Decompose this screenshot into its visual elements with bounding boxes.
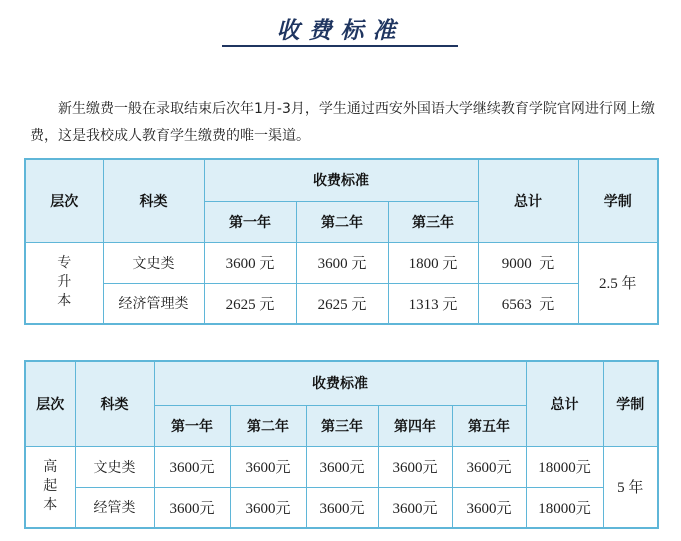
header-level: 层次 [25,159,103,242]
category-cell: 经管类 [75,487,154,528]
fee-cell: 3600元 [230,446,306,487]
header-total: 总计 [526,361,603,446]
page-title: 收费标准 [276,17,405,44]
fee-cell: 1800 元 [388,242,478,283]
header-year-4: 第四年 [378,405,452,446]
fee-cell: 3600元 [306,487,378,528]
header-category: 科类 [75,361,154,446]
header-year-3: 第三年 [388,201,478,242]
fee-cell: 3600元 [378,487,452,528]
category-cell: 文史类 [103,242,204,283]
fee-cell: 3600 元 [204,242,296,283]
category-cell: 文史类 [75,446,154,487]
fee-table-zhuanshengben [24,158,659,325]
level-cell [25,242,103,324]
intro-paragraph: 新生缴费一般在录取结束后次年1月-3月，学生通过西安外国语大学继续教育学院官网进行网上缴费，这是我校成人教育学生缴费的唯一渠道。 [30,101,655,144]
header-fee-standard: 收费标准 [204,159,478,201]
total-cell: 18000元 [526,487,603,528]
fee-cell: 1313 元 [388,283,478,324]
fee-table-gaoqiben [24,360,659,529]
header-total: 总计 [478,159,578,242]
fee-cell: 3600元 [154,446,230,487]
fee-cell: 3600元 [230,487,306,528]
total-cell: 18000元 [526,446,603,487]
header-year-1: 第一年 [204,201,296,242]
header-year-2: 第二年 [230,405,306,446]
table-row [25,283,658,324]
table-row [25,242,658,283]
header-year-5: 第五年 [452,405,526,446]
fee-cell: 3600元 [306,446,378,487]
fee-cell: 3600元 [452,487,526,528]
total-cell: 6563 元 [478,283,578,324]
fee-cell: 3600元 [378,446,452,487]
header-year-1: 第一年 [154,405,230,446]
fee-cell: 3600 元 [296,242,388,283]
fee-cell: 2625 元 [296,283,388,324]
header-duration: 学制 [578,159,658,242]
header-year-3: 第三年 [306,405,378,446]
duration-cell: 5 年 [603,446,658,528]
category-cell: 经济管理类 [103,283,204,324]
header-year-2: 第二年 [296,201,388,242]
fee-cell: 3600元 [452,446,526,487]
title-underline [222,45,458,47]
duration-cell: 2.5 年 [578,242,658,324]
table-row [25,446,658,487]
level-label: 高起本 [43,459,58,514]
fee-cell: 2625 元 [204,283,296,324]
total-cell: 9000 元 [478,242,578,283]
level-label: 专升本 [57,255,72,310]
level-cell [25,446,75,528]
header-level: 层次 [25,361,75,446]
fee-cell: 3600元 [154,487,230,528]
header-fee-standard: 收费标准 [154,361,526,405]
table-row [25,487,658,528]
header-duration: 学制 [603,361,658,446]
header-category: 科类 [103,159,204,242]
